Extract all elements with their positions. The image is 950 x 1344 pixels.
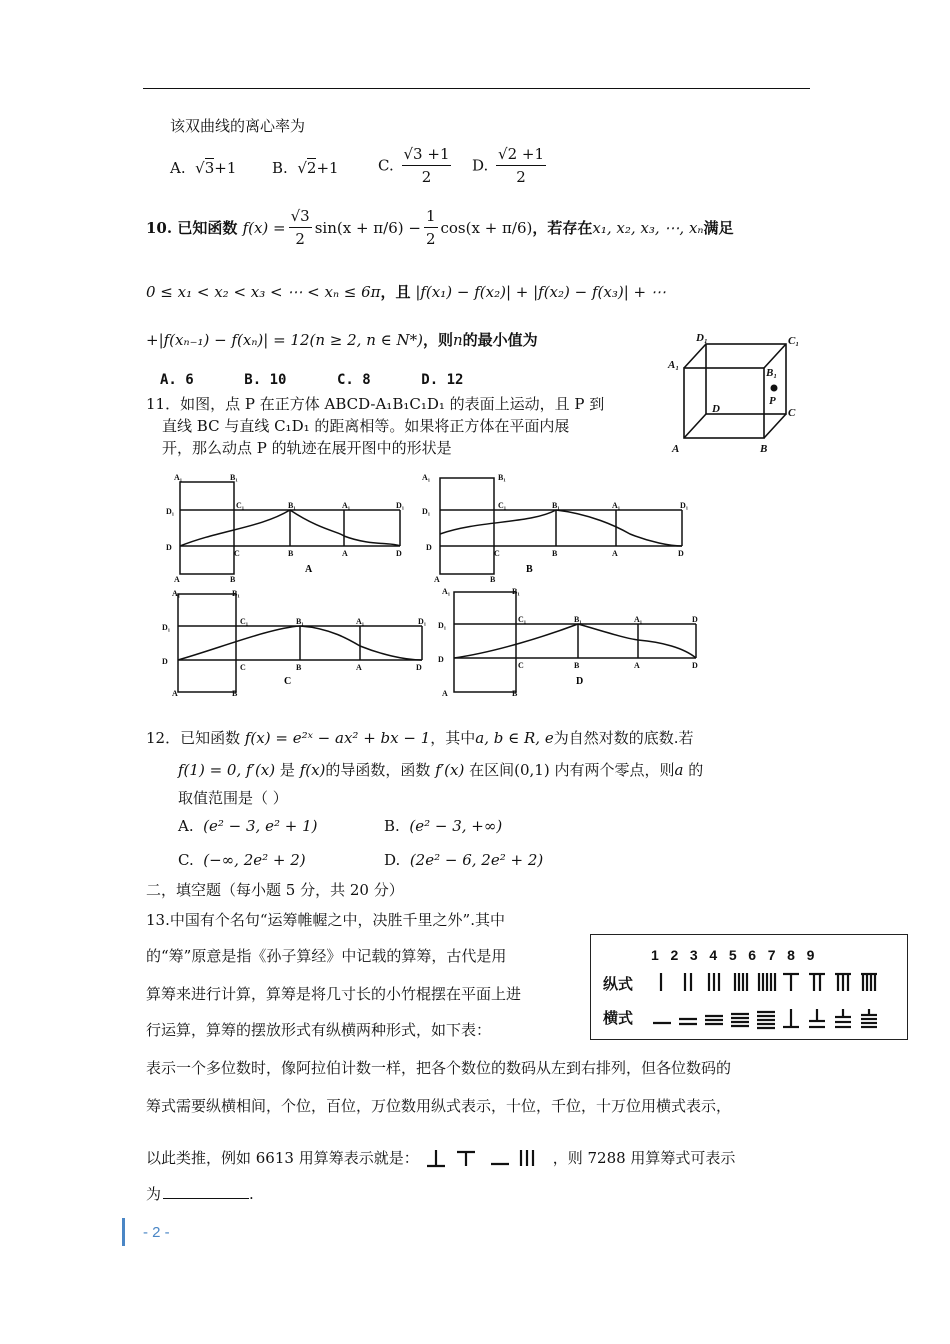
net-figure-a [160,470,420,585]
page-number-bar [122,1218,125,1246]
net-b-caption: B [526,564,533,575]
svg-text:B₁: B₁ [232,589,240,598]
q9-option-b: B. √2+1 [272,159,339,177]
q10-line2: 0 ≤ x₁ < x₂ < x₃ < ⋯ < xₙ ≤ 6π，且 |f(x₁) − f(x₂)| + |f(x₂) − f(x₃)| + ⋯ [146,283,666,301]
q12-option-a: A. (e² − 3, e² + 1) [178,817,318,835]
svg-text:A₁: A₁ [422,473,431,482]
cube-label-c1: C₁ [788,335,800,347]
svg-text:D₁: D₁ [162,623,171,632]
q12-option-c: C. (−∞, 2e² + 2) [178,851,306,869]
svg-text:C₁: C₁ [518,615,527,624]
svg-text:D: D [166,543,172,552]
svg-text:A: A [442,689,448,698]
q12-line3: 取值范围是（ ） [178,789,288,807]
svg-text:B₁: B₁ [230,473,238,482]
svg-text:B: B [230,575,236,584]
svg-text:C: C [494,549,500,558]
svg-text:C: C [518,661,524,670]
svg-text:B₁: B₁ [512,587,520,596]
svg-text:B₁: B₁ [288,501,296,510]
cube-label-p: P [769,395,776,407]
svg-text:D: D [438,655,444,664]
svg-text:D: D [162,657,168,666]
q13-line4: 行运算，算筹的摆放形式有纵横两种形式，如下表： [146,1021,492,1039]
q13-line5: 表示一个多位数时，像阿拉伯计数一样，把各个数位的数码从左到右排列，但各位数码的 [146,1059,732,1077]
net-a-caption: A [305,564,313,575]
answer-blank[interactable] [163,1184,249,1199]
svg-text:D₁: D₁ [422,507,431,516]
q13-line7: 以此类推，例如 6613 用算筹表示就是： ，则 7288 用算筹式可表示 [146,1146,735,1170]
svg-text:B₁: B₁ [552,501,560,510]
svg-text:A: A [356,663,362,672]
svg-text:A: A [172,689,178,698]
cube-label-a1: A₁ [668,359,680,371]
svg-text:D₁: D₁ [166,507,175,516]
svg-text:D: D [692,661,698,670]
q9-option-a: A. √3+1 [170,159,237,177]
svg-text:C: C [234,549,240,558]
cube-label-b1: B₁ [766,367,778,379]
page-number: - 2 - [143,1224,170,1241]
net-c-caption: C [284,676,292,687]
svg-text:A₁: A₁ [174,473,183,482]
svg-text:D: D [692,615,698,624]
svg-text:A: A [174,575,180,584]
q11-line3: 开，那么动点 P 的轨迹在展开图中的形状是 [162,439,452,457]
svg-text:C₁: C₁ [498,501,507,510]
svg-text:B: B [296,663,302,672]
svg-text:A₁: A₁ [172,589,181,598]
q13-line8: 为 . [146,1185,254,1203]
q13-line2: 的“筹”原意是指《孙子算经》中记载的算筹，古代是用 [146,947,507,965]
q10-line3: +|f(xₙ₋₁) − f(xₙ)| = 12(n ≥ 2, n ∈ N*)，则n的最小值为 [146,331,538,349]
q11-line1: 11．如图，点 P 在正方体 ABCD-A₁B₁C₁D₁ 的表面上运动，且 P 到 [146,395,605,413]
q13-line1: 13.中国有个名句“运筹帷幄之中，决胜千里之外”.其中 [146,911,505,929]
svg-text:C: C [240,663,246,672]
svg-text:B: B [552,549,558,558]
cube-figure [664,328,814,458]
cube-label-d: D [712,403,720,415]
svg-text:A: A [342,549,348,558]
q12-option-d: D. (2e² − 6, 2e² + 2) [384,851,544,869]
svg-text:B₁: B₁ [574,615,582,624]
q12-line1: 12．已知函数 f(x) = e²ˣ − ax² + bx − 1，其中a, b ∈ R, e为自然对数的底数.若 [146,729,694,747]
svg-text:A: A [434,575,440,584]
svg-text:B: B [490,575,496,584]
net-d-curve [454,624,696,658]
svg-text:B: B [512,689,518,698]
svg-text:A₁: A₁ [634,615,643,624]
net-d-caption: D [576,676,584,687]
cube-label-c: C [788,407,796,419]
svg-text:D₁: D₁ [418,617,427,626]
svg-text:B: B [574,661,580,670]
svg-text:C₁: C₁ [236,501,245,510]
q11-line2: 直线 BC 与直线 C₁D₁ 的距离相等。如果将正方体在平面内展 [162,417,570,435]
svg-text:A₁: A₁ [612,501,621,510]
rod-numeral-table [590,934,908,1040]
svg-text:D: D [396,549,402,558]
cube-front-face [684,368,764,438]
svg-text:B: B [232,689,238,698]
svg-text:B₁: B₁ [498,473,506,482]
svg-text:D: D [426,543,432,552]
net-b-curve [440,510,682,546]
net-figure-c [160,588,440,700]
q10-options: A. 6 B. 10 C. 8 D. 12 [160,372,464,388]
header-rule [143,88,810,89]
svg-text:A: A [612,549,618,558]
q13-line3: 算筹来进行计算，算筹是将几寸长的小竹棍摆在平面上进 [146,985,522,1003]
rod-table-glyphs [647,969,901,1035]
cube-label-d1: D₁ [696,332,708,344]
svg-text:A₁: A₁ [356,617,365,626]
rod-table-row-vertical: 纵式 [603,976,634,993]
rod-example-6613 [423,1146,549,1170]
svg-text:B₁: B₁ [296,617,304,626]
q9-option-c: C. $\frac{√3 +1}{2}$ [378,145,450,186]
rod-table-digits: 1 2 3 4 5 6 7 8 9 [651,947,815,963]
svg-text:A₁: A₁ [442,587,451,596]
svg-text:D: D [416,663,422,672]
svg-text:A₁: A₁ [342,501,351,510]
svg-text:D₁: D₁ [438,621,447,630]
cube-label-b: B [760,443,768,455]
q9-stem: 该双曲线的离心率为 [170,117,306,135]
svg-text:D₁: D₁ [680,501,689,510]
q13-line6: 筹式需要纵横相间，个位，百位，万位数用纵式表示，十位，千位，十万位用横式表示， [146,1097,732,1115]
rod-table-row-horizontal: 横式 [603,1010,634,1027]
q12-option-b: B. (e² − 3, +∞) [384,817,503,835]
net-figure-b [420,470,720,585]
section-heading: 二，填空题（每小题 5 分，共 20 分） [146,881,404,899]
q10-line1: 10. 已知函数 f(x) = $\frac{√3}{2}$ sin(x + π/6) − $\frac{1}{2}$ cos(x + π/6) ，若存在 x₁, x₂, x₃, ⋯, xₙ 满足 [146,207,734,248]
svg-text:D: D [678,549,684,558]
cube-label-a: A [672,443,680,455]
point-p [771,385,778,392]
net-figure-d [436,586,716,700]
svg-text:B: B [288,549,294,558]
q9-option-d: D. $\frac{√2 +1}{2}$ [472,145,545,186]
svg-text:A: A [634,661,640,670]
svg-text:D₁: D₁ [396,501,405,510]
q12-line2: f(1) = 0, f′(x) 是 f(x)的导函数，函数 f′(x) 在区间(0,1) 内有两个零点，则a 的 [178,761,704,779]
svg-text:C₁: C₁ [240,617,249,626]
